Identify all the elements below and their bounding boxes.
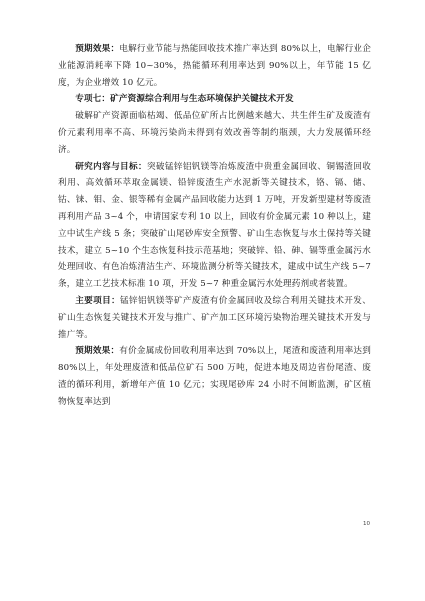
main-projects-paragraph	[58, 293, 371, 343]
expected-effect-paragraph-2	[58, 343, 371, 410]
expected-effect-paragraph-1	[58, 41, 371, 91]
paragraph-text: 电解行业节能与热能回收技术推广率达到 80%以上，电解行业企业能源消耗率下降 10~30%，热能循环利用率达到 90%以上，年节能 15 亿度，为企业增效 10 亿元。	[58, 44, 371, 88]
paragraph-text: 突破锰锌铝钒镁等冶炼废渣中贵重金属回收、铜锡渣回收利用、高效循环萃取金属镁、铅锌废渣生产水泥新等关键技术，铬、镉、储、钴、铼、钼、金、银等稀有金属产品回收能力达到 1 万吨，开发新型建材等废渣再利用产品 3~4 个，申请国家专利 10 以上，回收有价金属元素 10 种以上，建立中试生产线 5 条；突破矿山尾砂库安全预警、矿山生态恢复与水土保持等关键技术，建立 5~10 个生态恢复科技示范基地；突破锌、铅、砷、镉等重金属污水处理回收、有色冶炼清洁生产、环境监测分析等关键技术，建成中试生产线 5~7 条，建立工艺技术标准 10 项，开发 5~7 种重金属污水处理药剂或者装置。	[58, 161, 371, 290]
paragraph-text: 破解矿产资源面临枯竭、低品位矿所占比例越来越大、共生伴生矿及废渣有价元素利用率不高、环境污染尚未得到有效改善等制约瓶颈，大力发展循环经济。	[58, 111, 371, 155]
paragraph-lead: 研究内容与目标：	[75, 161, 147, 172]
paragraph-lead: 主要项目：	[75, 295, 121, 306]
paragraph-lead: 预期效果：	[75, 346, 120, 357]
page-number: 10	[363, 521, 370, 527]
paragraph-lead: 预期效果：	[75, 44, 120, 54]
section-heading: 专项七：矿产资源综合利用与生态环境保护关键技术开发	[75, 94, 294, 105]
paragraph-text: 有价金属成份回收利用率达到 70%以上，尾渣和废渣利用率达到 80%以上，年处理废渣和低品位矿石 500 万吨，促进本地及周边省份尾渣、废渣的循环利用，新增年产值 10 亿元；实现尾砂库 24 小时不间断监测，矿区植物恢复率达到	[58, 346, 371, 407]
document-body	[58, 41, 371, 411]
research-content-paragraph	[58, 159, 371, 293]
paragraph-text: 锰锌铝钒镁等矿产废渣有价金属回收及综合利用关键技术开发、矿山生态恢复关键技术开发与推广、矿产加工区环境污染物治理关键技术开发与推广等。	[58, 295, 371, 340]
intro-paragraph	[58, 108, 371, 158]
